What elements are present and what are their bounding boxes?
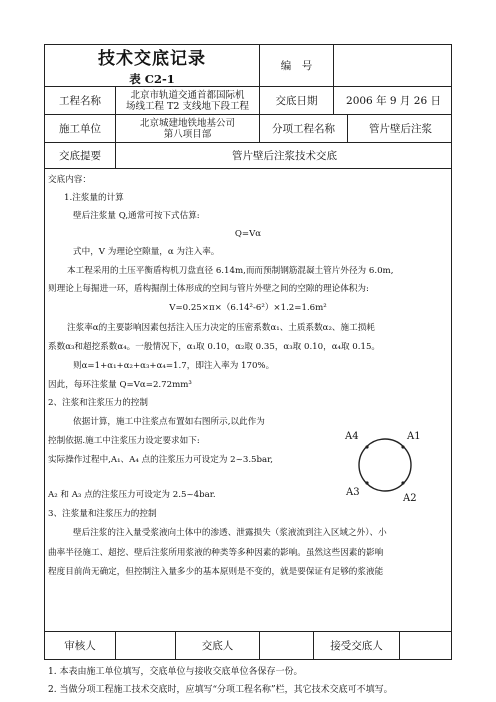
formula-v: V=0.25×π×（6.14²-6²）×1.2=1.6m²: [169, 303, 327, 313]
receiver-value: [399, 632, 453, 659]
subproject-label: 分项工程名称: [259, 115, 347, 142]
content-line-14: 控制依据.施工中注浆压力设定要求如下:: [48, 436, 200, 446]
content-line-2: 壁后注浆量 Q,通常可按下式估算:: [73, 211, 200, 221]
content-line-13: 依据计算，施工中注浆点布置如右图所示,以此作为: [73, 417, 265, 427]
content-line-11: 因此，每环注浆量 Q=Vα=2.72mm³: [48, 380, 192, 390]
content-line-19: 曲率半径施工、超挖、壁后注浆所用浆液的种类等多种因素的影响。虽然这些因素的影响: [48, 548, 384, 558]
unit-value: 北京城建地铁地基公司 第八项目部: [115, 115, 259, 142]
section-3-heading: 3、注浆量和注浆压力的控制: [48, 509, 157, 519]
formula-q: Q=Vα: [234, 229, 262, 239]
project-name-value: 北京市轨道交通首都国际机 场线工程 T2 支线地下段工程: [115, 87, 259, 114]
content-line-18: 壁后注浆的注入量受浆液向土体中的渗透、泄露损失（浆液流到注入区域之外）、小: [73, 528, 387, 538]
point-a1: [401, 445, 404, 448]
label-a4: A4: [345, 431, 359, 442]
content-row: [44, 168, 452, 631]
summary-row: [44, 142, 452, 168]
grouting-point-diagram: [345, 425, 425, 505]
point-a4: [365, 445, 368, 448]
label-a1: A1: [407, 431, 421, 442]
summary-label: 交底提要: [59, 150, 101, 162]
unit-label: 施工单位: [59, 123, 101, 135]
header-row: [44, 44, 452, 86]
date-label: 交底日期: [259, 87, 333, 114]
content-line-4: 式中，V 为理论空隙量，α 为注入率。: [73, 247, 220, 257]
note-2: 2. 当做分项工程施工技术交底时，应填写“分项工程名称”栏，其它技术交底可不填写。: [48, 685, 393, 695]
label-a3: A3: [346, 487, 360, 498]
reviewer-label: 审核人: [64, 640, 96, 652]
content-line-6: 则理论上每掘进一环，盾构掘削土体形成的空间与管片外壁之间的空隙的理论体积为:: [48, 284, 369, 294]
point-a3: [365, 481, 368, 484]
number-label: 编 号: [259, 45, 333, 86]
number-value: [333, 45, 453, 86]
summary-value: 管片壁后注浆技术交底: [115, 143, 453, 168]
section-2-heading: 2、注浆和注浆压力的控制: [48, 398, 148, 408]
subproject-value: 管片壁后注浆: [347, 115, 453, 142]
content-line-8: 注浆率α的主要影响因素包括注入压力决定的压密系数α₁、土质系数α₂、施工损耗: [67, 323, 375, 333]
table-number: 表 C2-1: [129, 72, 175, 86]
reviewer-value: [115, 632, 175, 659]
content-line-1: 1.注浆量的计算: [64, 193, 124, 203]
label-a2: A2: [403, 493, 417, 504]
form-title: 技术交底记录: [98, 49, 206, 69]
project-row: [44, 86, 452, 114]
discloser-value: [259, 632, 313, 659]
content-line-10: 则α=1+α₁+α₂+α₃+α₄=1.7，即注入率为 170%。: [73, 361, 275, 371]
date-value: 2006 年 9 月 26 日: [333, 87, 453, 114]
table-bottom-border: [44, 659, 452, 660]
unit-row: [44, 114, 452, 142]
discloser-label: 交底人: [175, 632, 259, 659]
signature-row: [44, 631, 452, 659]
note-1: 1. 本表由施工单位填写，交底单位与接收交底单位各保存一份。: [48, 667, 303, 677]
content-line-20: 程度目前尚无确定，但控制注入量多少的基本原则是不变的，就是要保证有足够的浆液能: [48, 567, 384, 577]
content-heading: 交底内容：: [48, 175, 91, 185]
content-line-5: 本工程采用的土压平衡盾构机刀盘直径 6.14m,而而预制钢筋混凝土管片外径为 6.0m,: [67, 266, 394, 276]
content-line-9: 系数α₃和超挖系数α₄。一般情况下，α₁取 0.10，α₂取 0.35，α₃取 0.10，α₄取 0.15。: [48, 342, 381, 352]
content-line-16: A₂ 和 A₃ 点的注浆压力可设定为 2.5~4bar.: [48, 490, 216, 500]
content-line-15: 实际操作过程中,A₁、A₄ 点的注浆压力可设定为 2~3.5bar,: [48, 455, 274, 465]
content-body: [45, 169, 451, 631]
point-a2: [401, 481, 404, 484]
project-name-label: 工程名称: [59, 95, 101, 107]
title-cell: [45, 45, 259, 86]
receiver-label: 接受交底人: [313, 632, 399, 659]
